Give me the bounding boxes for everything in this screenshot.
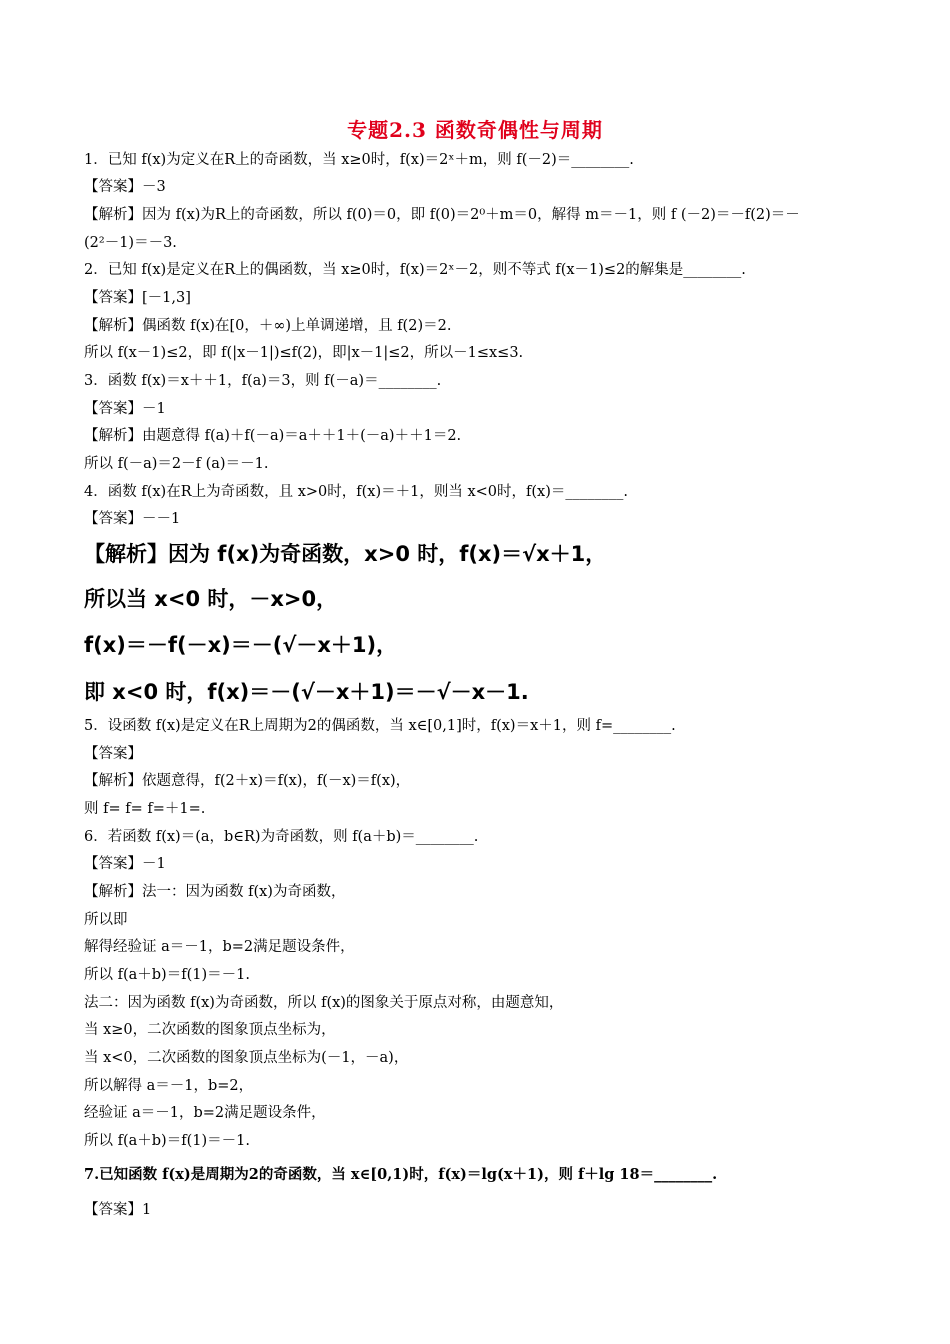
q4-answer: 【答案】－－1 [84, 511, 181, 527]
q6-analysis-line: 经验证 a＝－1，b=2满足题设条件， [84, 1105, 326, 1121]
q5-analysis: 【解析】依题意得，f(2＋x)＝f(x)，f(－x)＝f(x)， [84, 773, 411, 789]
q2-analysis-cont: 所以 f(x－1)≤2，即 f(|x－1|)≤f(2)，即|x－1|≤2，所以－1≤x≤3. [84, 345, 524, 361]
q6-text: 6．若函数 f(x)＝(a，b∈R)为奇函数，则 f(a＋b)＝________. [84, 829, 479, 845]
q7-answer: 【答案】1 [84, 1202, 152, 1218]
q4-text: 4．函数 f(x)在R上为奇函数，且 x>0时，f(x)＝＋1，则当 x<0时，f(x)＝________. [84, 484, 628, 500]
q7-text: 7.已知函数 f(x)是周期为2的奇函数，当 x∈[0,1)时，f(x)＝lg(x＋1)，则 f＋lg 18＝________. [84, 1166, 718, 1183]
page-title: 专题2.3 函数奇偶性与周期 [347, 118, 603, 142]
q4-image-line: 即 x<0 时，f(x)＝－(√－x＋1)＝－√－x－1. [84, 680, 529, 704]
q6-answer: 【答案】－1 [84, 856, 166, 872]
q2-analysis: 【解析】偶函数 f(x)在[0，＋∞)上单调递增，且 f(2)＝2. [84, 318, 452, 334]
q6-analysis-line: 所以即 [84, 912, 128, 928]
q2-answer: 【答案】[－1,3] [84, 290, 191, 306]
q6-analysis: 【解析】法一：因为函数 f(x)为奇函数， [84, 884, 346, 900]
q6-analysis-line: 所以解得 a＝－1，b=2， [84, 1078, 254, 1094]
q2-text: 2．已知 f(x)是定义在R上的偶函数，当 x≥0时，f(x)＝2ˣ－2，则不等式 f(x－1)≤2的解集是________. [84, 262, 746, 278]
q4-analysis-image [84, 540, 607, 712]
q5-answer: 【答案】 [84, 746, 142, 762]
q3-answer: 【答案】－1 [84, 401, 166, 417]
q4-image-line: 所以当 x<0 时，－x>0， [84, 587, 338, 611]
q6-analysis-line: 当 x<0，二次函数的图象顶点坐标为(－1，－a)， [84, 1050, 409, 1066]
q4-image-line: 【解析】因为 f(x)为奇函数，x>0 时，f(x)＝√x＋1， [84, 542, 607, 566]
q3-analysis: 【解析】由题意得 f(a)＋f(－a)＝a＋＋1＋(－a)＋＋1＝2. [84, 428, 462, 444]
q1-text: 1．已知 f(x)为定义在R上的奇函数，当 x≥0时，f(x)＝2ˣ＋m，则 f(－2)＝________. [84, 152, 634, 168]
q1-analysis-cont: (2²－1)＝－3. [84, 235, 177, 251]
q3-text: 3．函数 f(x)＝x＋＋1，f(a)＝3，则 f(－a)＝________. [84, 373, 442, 389]
q6-analysis-line: 当 x≥0，二次函数的图象顶点坐标为， [84, 1022, 336, 1038]
q6-analysis-line: 所以 f(a＋b)＝f(1)＝－1. [84, 967, 250, 983]
q6-analysis-line: 解得经验证 a＝－1，b=2满足题设条件， [84, 939, 355, 955]
q1-analysis: 【解析】因为 f(x)为R上的奇函数，所以 f(0)＝0，即 f(0)＝2⁰＋m＝0，解得 m＝－1，则 f (－2)＝－f(2)＝－ [84, 207, 800, 223]
q5-text: 5．设函数 f(x)是定义在R上周期为2的偶函数，当 x∈[0,1]时，f(x)＝x＋1，则 f=________. [84, 718, 676, 734]
q5-analysis-cont: 则 f= f= f=＋1=. [84, 801, 206, 817]
q4-image-line: f(x)＝－f(－x)＝－(√－x＋1)， [84, 633, 398, 657]
q3-analysis-cont: 所以 f(－a)＝2－f (a)＝－1. [84, 456, 269, 472]
q1-answer: 【答案】－3 [84, 179, 166, 195]
q6-analysis-line: 所以 f(a＋b)＝f(1)＝－1. [84, 1133, 250, 1149]
q6-method2: 法二：因为函数 f(x)为奇函数，所以 f(x)的图象关于原点对称，由题意知， [84, 995, 564, 1011]
